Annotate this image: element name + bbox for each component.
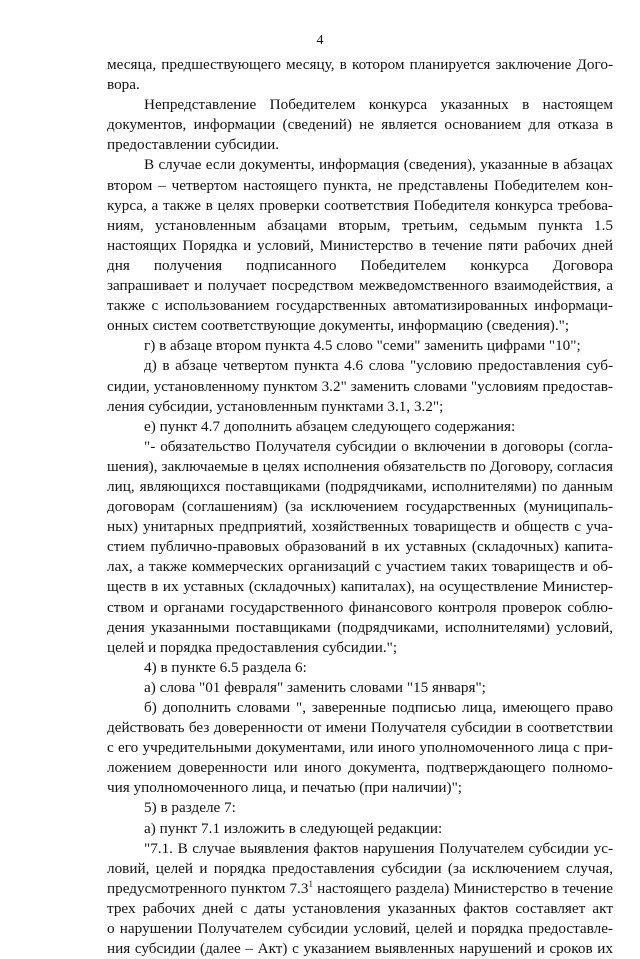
text-segment: предусмотренного пунктом 7.3 <box>107 879 309 897</box>
text-line: предоставлении субсидии. <box>107 136 280 154</box>
text-line: онных систем соответствующие документы, информацию (сведения)."; <box>107 317 570 335</box>
text-line: а) слова "01 февраля" заменить словами "15 января"; <box>144 678 486 696</box>
text-line: ловий, целей и порядка предоставления субсидии (за исключением случая, <box>107 859 613 877</box>
text-line: настоящих Порядка и условий, Министерство в течение пяти рабочих дней <box>107 236 613 254</box>
text-line: ством и органами государственного финансового контроля проверок соблю- <box>107 598 613 616</box>
text-segment: настоящего раздела) Министерство в течение <box>312 879 613 897</box>
text-line: дения указанными поставщиками (подрядчиками, исполнителями) условий, <box>107 618 613 636</box>
text-line: сидии, установленному пунктом 3.2" заменить словами "условиям предостав- <box>107 377 613 395</box>
text-line: лиц, являющихся поставщиками (подрядчиками, исполнителями) по данным <box>107 477 613 495</box>
text-line: е) пункт 4.7 дополнить абзацем следующего содержания: <box>144 417 516 435</box>
text-line: месяца, предшествующего месяцу, в котором планируется заключение Дого- <box>107 56 613 73</box>
text-line: стием публично-правовых образований в их уставных (складочных) капита- <box>107 538 613 556</box>
text-line: б) дополнить словами ", заверенные подписью лица, имеющего право <box>144 699 613 716</box>
text-line: а) пункт 7.1 изложить в следующей редакции: <box>144 819 443 837</box>
text-line: документов, информации (сведений) не является основанием для отказа в <box>107 116 613 134</box>
text-line: шения), заключаемые в целях исполнения обязательств по Договору, согласия <box>107 457 613 475</box>
text-line: чия уполномоченного лица, и печатью (при наличии)"; <box>107 779 463 797</box>
document-body <box>107 55 613 959</box>
text-line: д) в абзаце четвертом пункта 4.6 слова "условию предоставления суб- <box>144 357 613 375</box>
text-line: ществ в их уставных (складочных) капиталах), на осуществление Министер- <box>107 578 613 596</box>
text-line: действовать без доверенности от имени Получателя субсидии в соответствии <box>107 719 613 737</box>
text-line: ных) унитарных предприятий, хозяйственных товариществ и обществ с уча- <box>107 518 613 536</box>
text-line: 4) в пункте 6.5 раздела 6: <box>144 658 307 676</box>
text-line: ниям, установленным абзацами вторым, третьим, седьмым пункта 1.5 <box>107 216 613 234</box>
page-number: 4 <box>316 33 324 48</box>
text-line: запрашивает и получает посредством межведомственного взаимодействия, а <box>107 277 613 295</box>
text-line: договорам (соглашениям) (за исключением государственных (муниципаль- <box>107 498 613 516</box>
text-line: Непредставление Победителем конкурса указанных в настоящем <box>144 96 613 114</box>
text-line: В случае если документы, информация (сведения), указанные в абзацах <box>144 156 613 174</box>
text-line: "- обязательство Получателя субсидии о включении в договоры (согла- <box>144 437 613 455</box>
text-line: трех рабочих дней с даты установления указанных фактов составляет акт <box>107 899 613 917</box>
text-line: ния субсидии (далее – Акт) с указанием выявленных нарушений и сроков их <box>107 940 613 958</box>
text-line: 5) в разделе 7: <box>144 799 236 817</box>
text-line: втором – четвертом настоящего пункта, не представлены Победителем кон- <box>107 176 613 194</box>
text-line: также с использованием государственных автоматизированных информаци- <box>107 297 613 315</box>
text-line: лах, а также коммерческих организаций с участием таких товариществ и об- <box>107 558 613 576</box>
text-line-with-superscript <box>107 879 613 899</box>
text-line: курса, а также в целях проверки соответствия Победителя конкурса требова- <box>107 196 613 214</box>
text-line: "7.1. В случае выявления фактов нарушения Получателем субсидии ус- <box>144 839 613 857</box>
text-line: о нарушении Получателем субсидии условий, целей и порядка предоставле- <box>107 920 613 938</box>
text-line: ления субсидии, установленным пунктами 3.1, 3.2"; <box>107 397 444 415</box>
text-line: дня получения подписанного Победителем конкурса Договора <box>107 256 613 274</box>
text-line: целей и порядка предоставления субсидии."; <box>107 638 398 656</box>
superscript: 1 <box>308 878 313 889</box>
text-line: с его учредительными документами, или иного уполномоченного лица с при- <box>107 739 613 757</box>
text-line: вора. <box>107 76 140 94</box>
text-line: г) в абзаце втором пункта 4.5 слово "семи" заменить цифрами "10"; <box>144 337 581 355</box>
text-line: ложением доверенности или иного документа, подтверждающего полномо- <box>107 759 613 777</box>
